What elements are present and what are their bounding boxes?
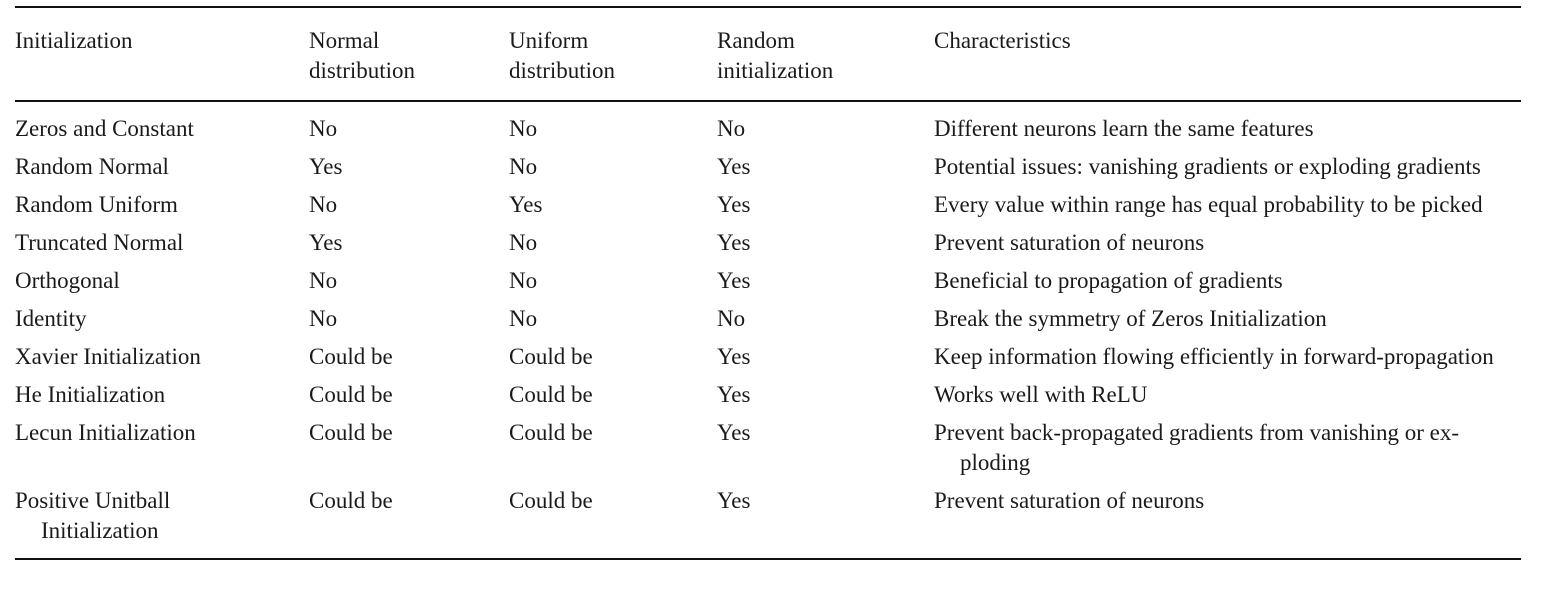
header-random-initialization: Random initialization xyxy=(717,28,834,83)
header-characteristics: Characteristics xyxy=(934,28,1071,53)
cell-random: Yes xyxy=(717,488,751,513)
cell-initialization: Orthogonal xyxy=(15,268,120,293)
cell-normal: No xyxy=(309,268,338,293)
cell-normal: Yes xyxy=(309,230,343,255)
cell-normal: No xyxy=(309,306,338,331)
cell-uniform: Could be xyxy=(509,344,593,369)
cell-uniform: No xyxy=(509,116,538,141)
cell-random: Yes xyxy=(717,344,751,369)
cell-characteristics: Prevent saturation of neurons xyxy=(934,488,1205,513)
table-row xyxy=(15,102,1521,148)
table-body xyxy=(15,102,1521,558)
table-row xyxy=(15,224,1521,262)
table-row xyxy=(15,186,1521,224)
cell-characteristics: Keep information flowing efficiently in forward-propagation xyxy=(934,344,1494,369)
cell-initialization: Random Uniform xyxy=(15,192,178,217)
initialization-table xyxy=(15,6,1521,560)
cell-random: Yes xyxy=(717,154,751,179)
cell-normal: Could be xyxy=(309,344,393,369)
header-initialization: Initialization xyxy=(15,28,133,53)
cell-initialization: Random Normal xyxy=(15,154,169,179)
cell-random: Yes xyxy=(717,230,751,255)
cell-characteristics: Beneficial to propagation of gradients xyxy=(934,268,1283,293)
cell-initialization: Xavier Initialization xyxy=(15,344,201,369)
cell-characteristics: Every value within range has equal probability to be picked xyxy=(934,192,1483,217)
cell-initialization: Positive Unitball Initialization xyxy=(15,488,171,543)
cell-uniform: No xyxy=(509,230,538,255)
table-row xyxy=(15,482,1521,558)
cell-initialization: Identity xyxy=(15,306,87,331)
cell-uniform: No xyxy=(509,154,538,179)
cell-normal: No xyxy=(309,116,338,141)
cell-initialization: He Initialization xyxy=(15,382,166,407)
cell-characteristics: Works well with ReLU xyxy=(934,382,1148,407)
cell-uniform: No xyxy=(509,268,538,293)
cell-random: Yes xyxy=(717,192,751,217)
cell-normal: Could be xyxy=(309,488,393,513)
header-row xyxy=(15,8,1521,100)
bottom-rule xyxy=(15,558,1521,560)
cell-random: Yes xyxy=(717,382,751,407)
header-uniform-distribution: Uniform distribution xyxy=(509,28,616,83)
cell-uniform: Yes xyxy=(509,192,543,217)
header-normal-distribution: Normal distribution xyxy=(309,28,416,83)
table-row xyxy=(15,148,1521,186)
cell-initialization: Lecun Initialization xyxy=(15,420,196,445)
cell-characteristics: Break the symmetry of Zeros Initialization xyxy=(934,306,1327,331)
cell-initialization: Zeros and Constant xyxy=(15,116,194,141)
cell-normal: No xyxy=(309,192,338,217)
table-row xyxy=(15,376,1521,414)
table-row xyxy=(15,338,1521,376)
table-row xyxy=(15,300,1521,338)
cell-random: Yes xyxy=(717,268,751,293)
cell-uniform: No xyxy=(509,306,538,331)
cell-characteristics: Potential issues: vanishing gradients or exploding gradients xyxy=(934,154,1481,179)
cell-normal: Could be xyxy=(309,420,393,445)
cell-uniform: Could be xyxy=(509,420,593,445)
cell-normal: Yes xyxy=(309,154,343,179)
cell-random: No xyxy=(717,116,746,141)
cell-random: No xyxy=(717,306,746,331)
table-header xyxy=(15,8,1521,100)
cell-characteristics: Different neurons learn the same features xyxy=(934,116,1314,141)
cell-random: Yes xyxy=(717,420,751,445)
data-table-body xyxy=(15,102,1521,558)
data-table xyxy=(15,8,1521,100)
cell-uniform: Could be xyxy=(509,488,593,513)
cell-initialization: Truncated Normal xyxy=(15,230,184,255)
table-row xyxy=(15,414,1521,482)
cell-characteristics: Prevent saturation of neurons xyxy=(934,230,1205,255)
table-row xyxy=(15,262,1521,300)
cell-uniform: Could be xyxy=(509,382,593,407)
cell-characteristics: Prevent back-propagated gradients from vanishing or ex-ploding xyxy=(934,420,1459,475)
cell-normal: Could be xyxy=(309,382,393,407)
